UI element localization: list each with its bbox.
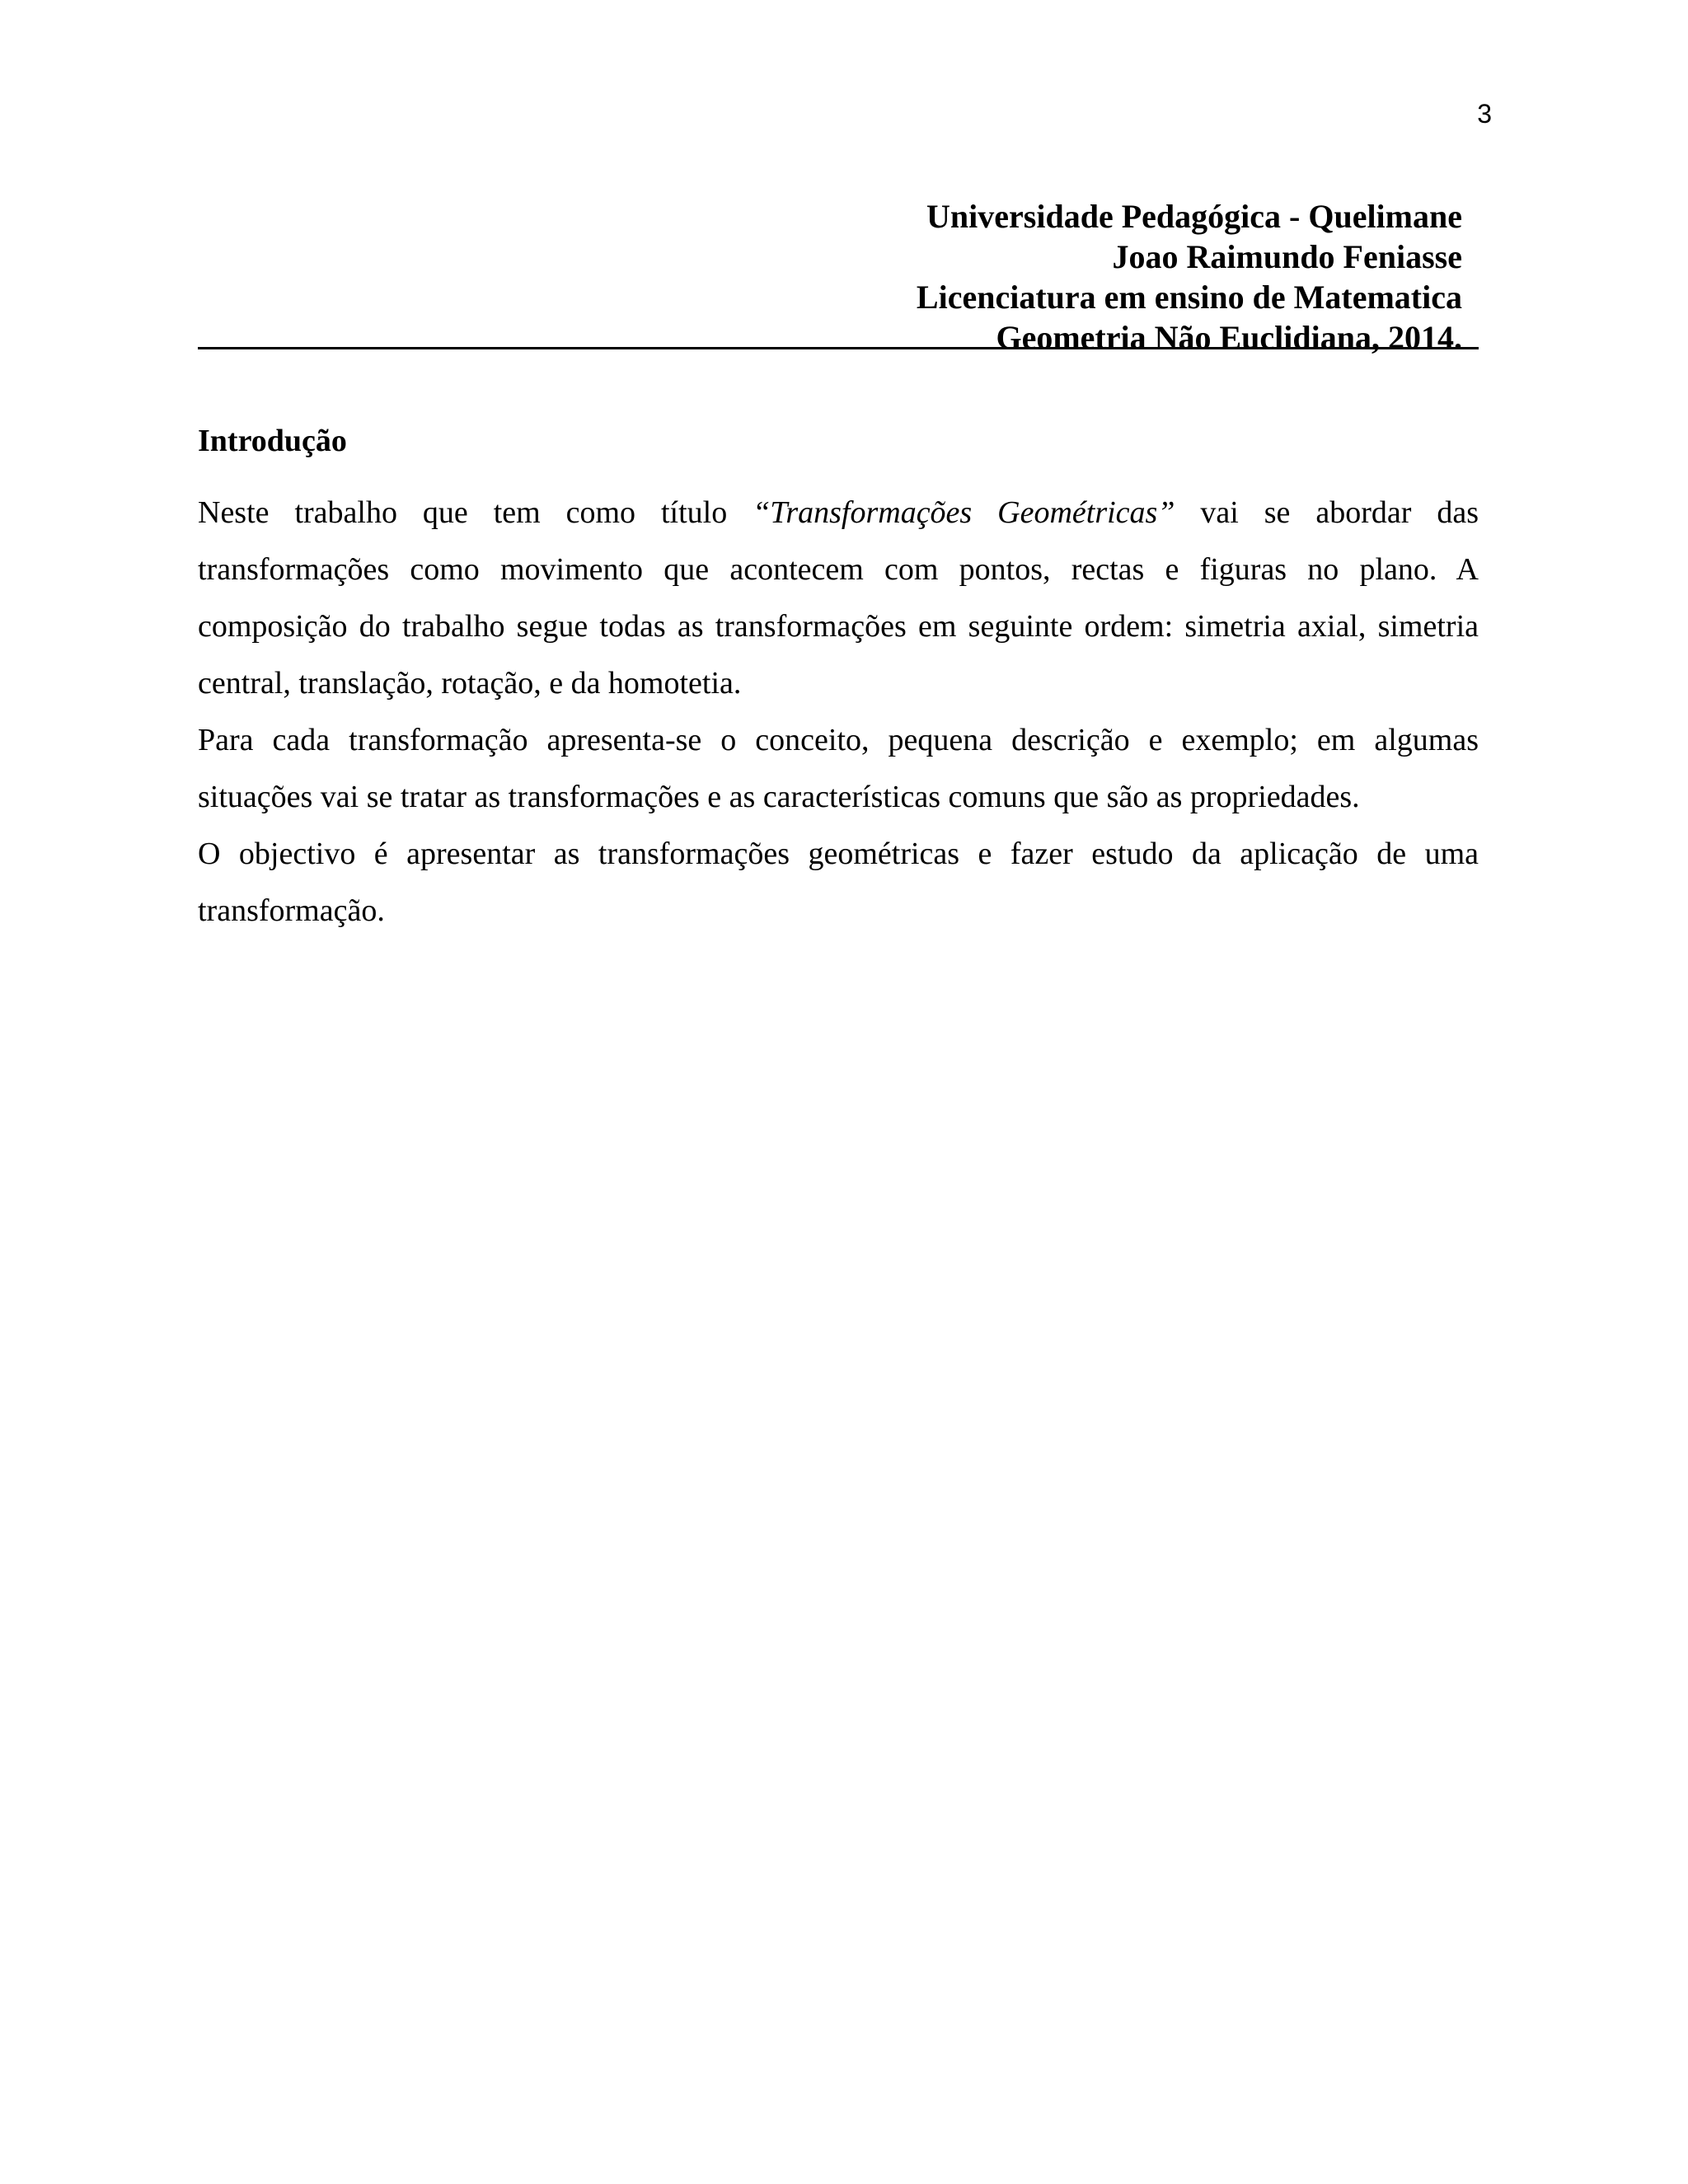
- body-text: [198, 485, 1479, 940]
- header-divider: [198, 347, 1479, 349]
- paragraph-3: O objectivo é apresentar as transformações geométricas e fazer estudo da aplicação de uma transformação.: [198, 837, 1479, 928]
- document-header: [198, 196, 1479, 358]
- header-author: Joao Raimundo Feniasse: [1112, 238, 1462, 275]
- header-subject-year: Geometria Não Euclidiana, 2014.: [996, 319, 1462, 356]
- paragraph-1: [198, 485, 1479, 712]
- paragraph-1-rest: vai se abordar das transformações como movimento que acontecem com pontos, rectas e figuras no plano. A composição do trabalho segue todas as transformações em seguinte ordem: simetria axial, simetria central, translação, rotação, e da homotetia.: [198, 495, 1479, 701]
- work-title: “Transformações Geométricas”: [753, 495, 1175, 530]
- header-university: Universidade Pedagógica - Quelimane: [926, 198, 1462, 235]
- paragraph-2: Para cada transformação apresenta-se o conceito, pequena descrição e exemplo; em algumas situações vai se tratar as transformações e as características comuns que são as propriedades.: [198, 723, 1479, 814]
- header-course: Licenciatura em ensino de Matematica: [916, 279, 1462, 316]
- page-number: 3: [1477, 99, 1492, 129]
- section-title: Introdução: [198, 424, 347, 458]
- paragraph-1-intro: Neste trabalho que tem como título: [198, 495, 753, 530]
